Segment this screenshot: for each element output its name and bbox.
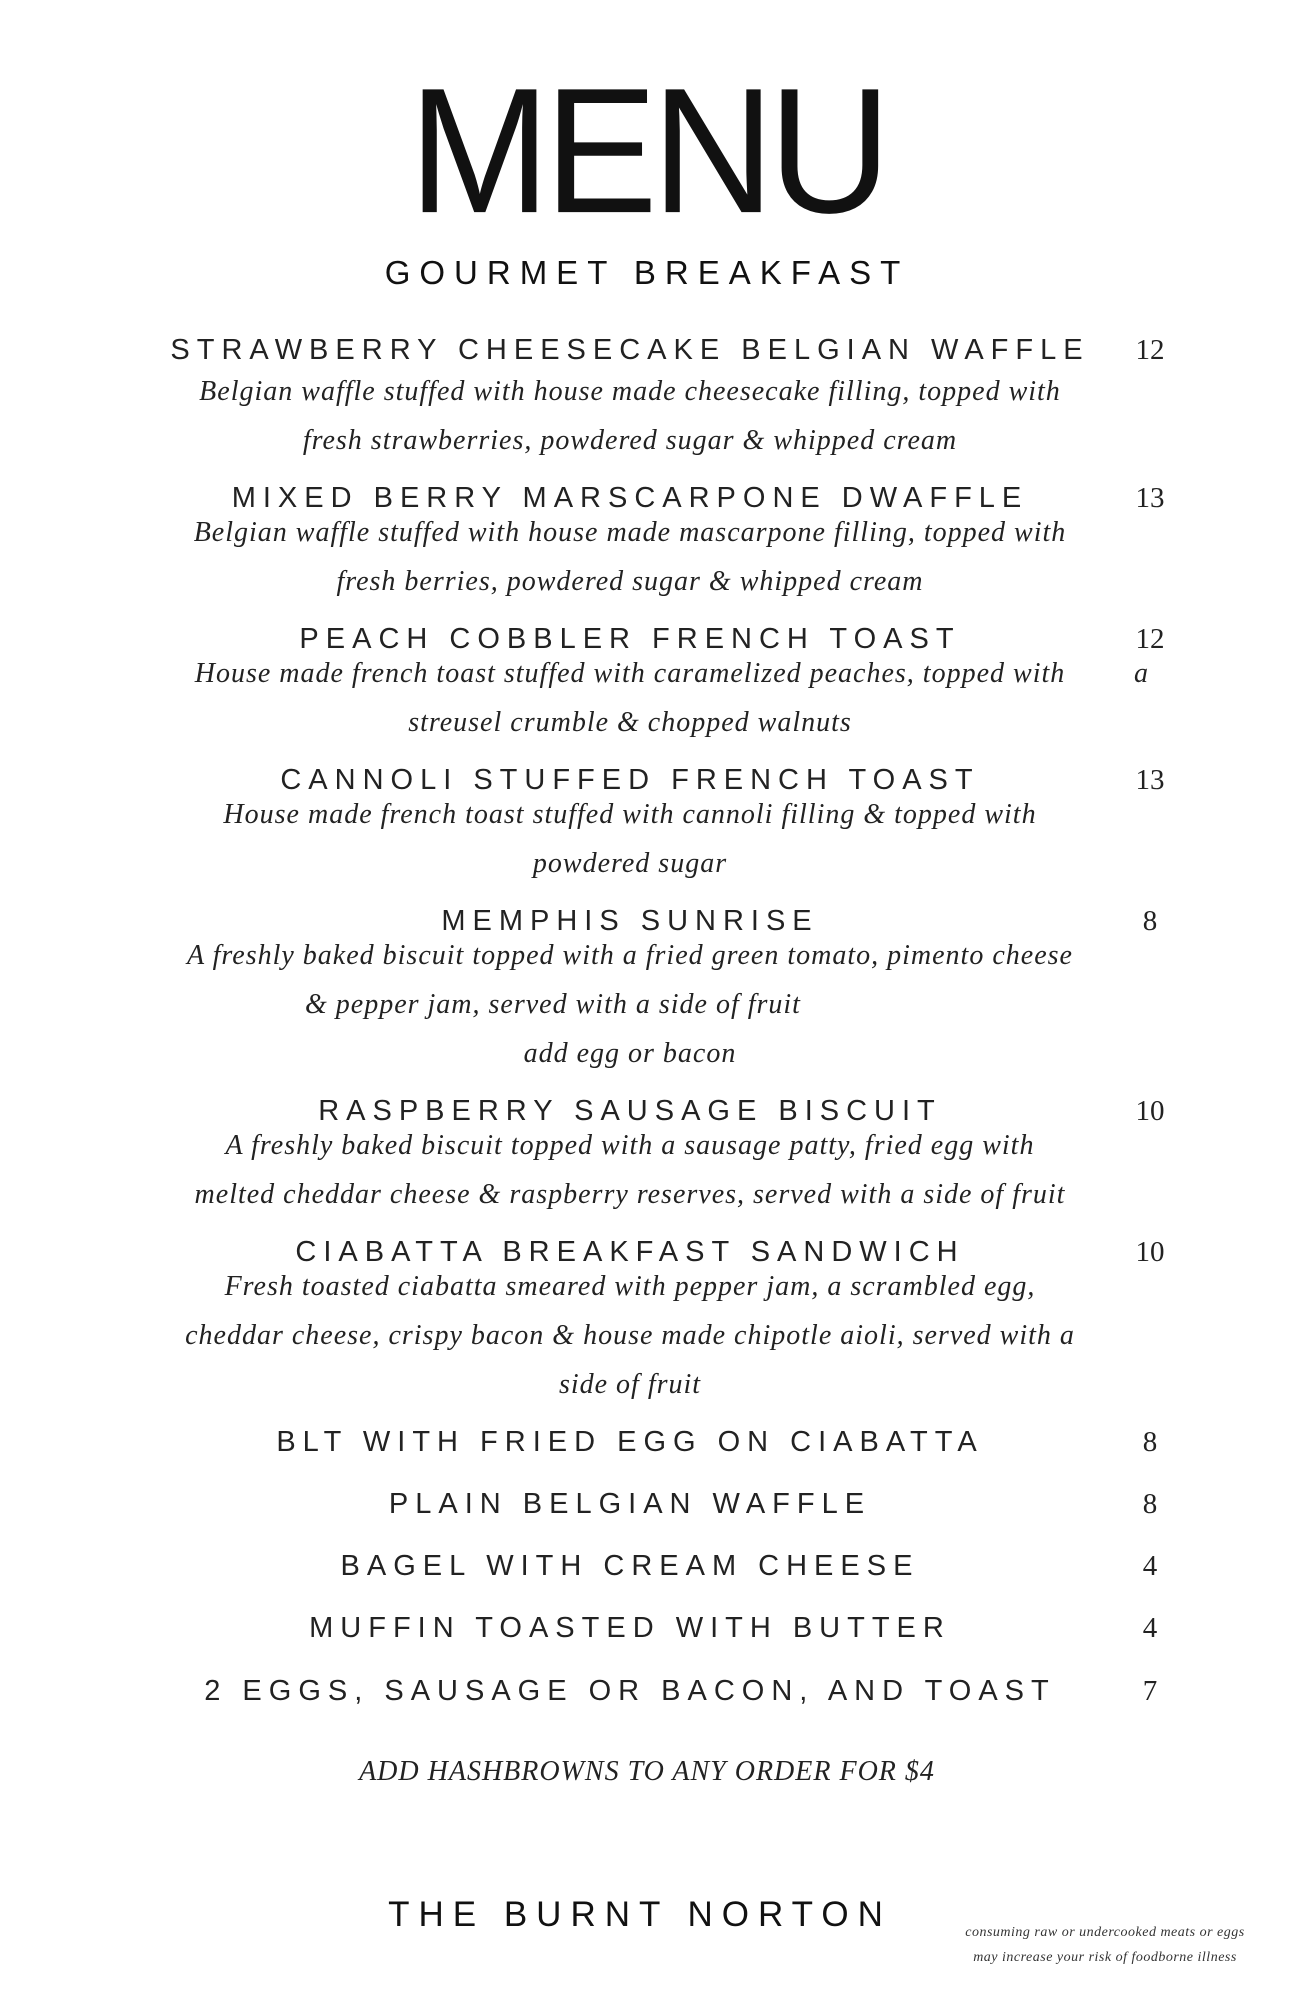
restaurant-name: THE BURNT NORTON	[388, 1895, 892, 1934]
item-name: PLAIN BELGIAN WAFFLE	[388, 1488, 872, 1520]
item-price: 12	[1135, 623, 1165, 655]
item-name: 2 EGGS, SAUSAGE OR BACON, AND TOAST	[204, 1675, 1056, 1707]
item-description-line: Fresh toasted ciabatta smeared with pepper jam, a scrambled egg,	[224, 1271, 1036, 1302]
item-description-line: fresh strawberries, powdered sugar & whipped cream	[302, 425, 958, 456]
item-description-line: fresh berries, powdered sugar & whipped cream	[336, 566, 924, 597]
menu-title: MENU	[408, 51, 886, 251]
item-description-line: streusel crumble & chopped walnuts	[408, 707, 852, 738]
item-name: BAGEL WITH CREAM CHEESE	[340, 1550, 920, 1582]
item-name: CANNOLI STUFFED FRENCH TOAST	[280, 764, 980, 796]
item-name: PEACH COBBLER FRENCH TOAST	[299, 623, 961, 655]
item-description-line: side of fruit	[558, 1369, 702, 1400]
item-description-line: House made french toast stuffed with caramelized peaches, topped with	[194, 658, 1066, 689]
item-description-line: House made french toast stuffed with cannoli filling & topped with	[223, 799, 1037, 830]
item-name: CIABATTA BREAKFAST SANDWICH	[295, 1236, 965, 1268]
item-price: 8	[1142, 1488, 1158, 1520]
menu-subtitle: GOURMET BREAKFAST	[384, 254, 910, 291]
item-description-line: cheddar cheese, crispy bacon & house made chipotle aioli, served with a	[185, 1320, 1075, 1351]
item-name: MEMPHIS SUNRISE	[441, 905, 819, 937]
item-description-line: A freshly baked biscuit topped with a sausage patty, fried egg with	[225, 1130, 1035, 1161]
item-price: 10	[1135, 1095, 1165, 1127]
item-description-line: a	[1134, 658, 1149, 689]
item-description-line: powdered sugar	[532, 848, 728, 879]
item-name: MIXED BERRY MARSCARPONE DWAFFLE	[231, 482, 1029, 514]
item-description-line: Belgian waffle stuffed with house made mascarpone filling, topped with	[193, 517, 1067, 548]
item-price: 4	[1142, 1550, 1158, 1582]
item-description-line: melted cheddar cheese & raspberry reserves, served with a side of fruit	[194, 1179, 1066, 1210]
item-price: 8	[1142, 1426, 1158, 1458]
item-name: RASPBERRY SAUSAGE BISCUIT	[318, 1095, 942, 1127]
item-description-line: add egg or bacon	[523, 1038, 737, 1069]
item-description-line: A freshly baked biscuit topped with a fried green tomato, pimento cheese	[187, 940, 1073, 971]
item-price: 13	[1135, 482, 1165, 514]
item-description-line: Belgian waffle stuffed with house made cheesecake filling, topped with	[199, 376, 1061, 407]
item-description-line: & pepper jam, served with a side of fruit	[305, 989, 801, 1020]
item-price: 10	[1135, 1236, 1165, 1268]
item-price: 13	[1135, 764, 1165, 796]
item-price: 8	[1142, 905, 1158, 937]
item-price: 7	[1142, 1675, 1158, 1707]
hashbrowns-note: ADD HASHBROWNS TO ANY ORDER FOR $4	[359, 1756, 935, 1787]
item-price: 4	[1142, 1612, 1158, 1644]
item-name: BLT WITH FRIED EGG ON CIABATTA	[276, 1426, 984, 1458]
item-name: MUFFIN TOASTED WITH BUTTER	[309, 1612, 951, 1644]
foodborne-disclaimer-line: may increase your risk of foodborne illness	[973, 1950, 1237, 1965]
item-name: STRAWBERRY CHEESECAKE BELGIAN WAFFLE	[170, 334, 1090, 366]
item-price: 12	[1135, 334, 1165, 366]
foodborne-disclaimer-line: consuming raw or undercooked meats or eggs	[965, 1925, 1245, 1940]
